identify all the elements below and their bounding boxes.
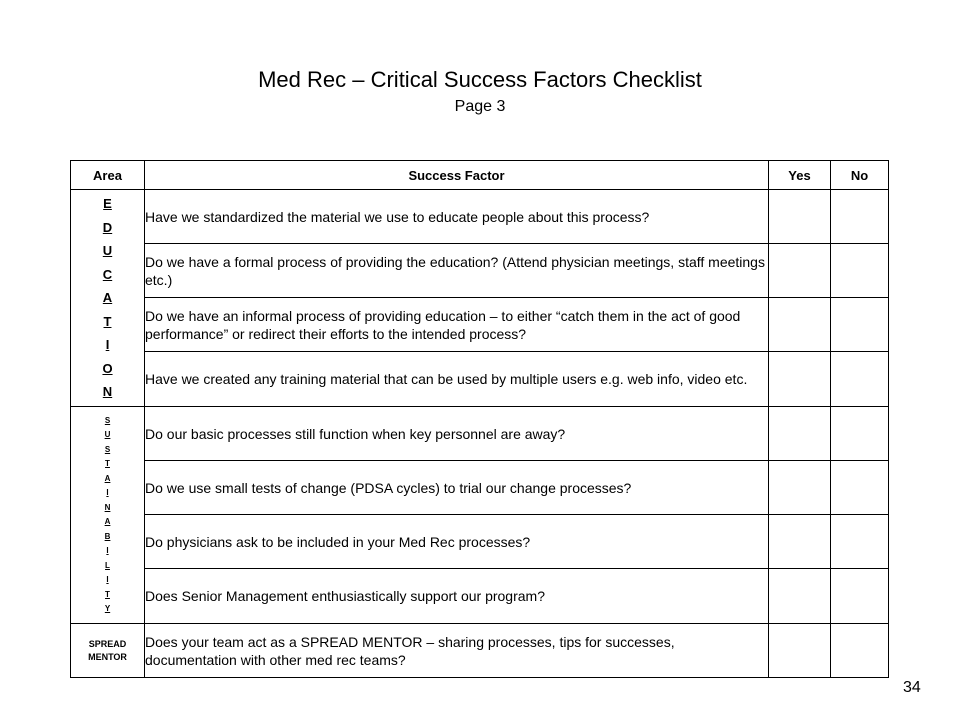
yes-checkbox-cell[interactable] xyxy=(769,624,831,678)
success-factor-text: Have we created any training material that can be used by multiple users e.g. web info, video etc. xyxy=(145,352,769,407)
area-letter: N xyxy=(102,384,113,400)
table-row xyxy=(71,569,889,624)
success-factor-text: Do our basic processes still function when key personnel are away? xyxy=(145,407,769,461)
table-row xyxy=(71,624,889,678)
table-row xyxy=(71,190,889,244)
yes-checkbox-cell[interactable] xyxy=(769,461,831,515)
area-letter: I xyxy=(105,337,110,353)
area-letter: I xyxy=(106,546,109,555)
no-checkbox-cell[interactable] xyxy=(831,190,889,244)
success-factor-text: Do physicians ask to be included in your Med Rec processes? xyxy=(145,515,769,569)
no-checkbox-cell[interactable] xyxy=(831,407,889,461)
success-factor-text: Does Senior Management enthusiastically support our program? xyxy=(145,569,769,624)
area-letter: A xyxy=(104,473,111,483)
success-factor-text: Do we use small tests of change (PDSA cycles) to trial our change processes? xyxy=(145,461,769,515)
yes-checkbox-cell[interactable] xyxy=(769,407,831,461)
table-row xyxy=(71,352,889,407)
yes-checkbox-cell[interactable] xyxy=(769,515,831,569)
table-row xyxy=(71,515,889,569)
area-letter: A xyxy=(102,290,113,306)
column-header-yes: Yes xyxy=(769,161,831,190)
area-spread-mentor xyxy=(71,624,145,678)
yes-checkbox-cell[interactable] xyxy=(769,190,831,244)
no-checkbox-cell[interactable] xyxy=(831,298,889,352)
area-letter: E xyxy=(103,196,112,212)
no-checkbox-cell[interactable] xyxy=(831,515,889,569)
table-row xyxy=(71,244,889,298)
area-letter: T xyxy=(103,313,112,329)
success-factor-text: Do we have an informal process of providing education – to either “catch them in the act of good performance” or redirect their efforts to the intended process? xyxy=(145,298,769,352)
no-checkbox-cell[interactable] xyxy=(831,244,889,298)
area-letter: S xyxy=(104,444,111,454)
table-header-row xyxy=(71,161,889,190)
column-header-no: No xyxy=(831,161,889,190)
no-checkbox-cell[interactable] xyxy=(831,352,889,407)
area-letter: B xyxy=(104,531,111,541)
table-row xyxy=(71,461,889,515)
area-label-line: MENTOR xyxy=(88,651,127,662)
area-letter: L xyxy=(105,560,110,570)
table-row xyxy=(71,298,889,352)
yes-checkbox-cell[interactable] xyxy=(769,298,831,352)
no-checkbox-cell[interactable] xyxy=(831,569,889,624)
area-letter: I xyxy=(106,488,109,497)
area-letter: O xyxy=(102,360,113,376)
column-header-success-factor: Success Factor xyxy=(145,161,769,190)
yes-checkbox-cell[interactable] xyxy=(769,569,831,624)
no-checkbox-cell[interactable] xyxy=(831,461,889,515)
area-letter: D xyxy=(102,219,113,235)
area-letter: T xyxy=(105,459,110,468)
area-letter: S xyxy=(104,415,111,425)
area-letter: I xyxy=(106,575,109,584)
success-factors-table xyxy=(70,160,889,678)
area-sustainability xyxy=(71,407,145,624)
area-letter: Y xyxy=(104,604,111,613)
column-header-area: Area xyxy=(71,161,145,190)
table-row xyxy=(71,407,889,461)
success-factor-text: Have we standardized the material we use to educate people about this process? xyxy=(145,190,769,244)
yes-checkbox-cell[interactable] xyxy=(769,352,831,407)
success-factor-text: Do we have a formal process of providing the education? (Attend physician meetings, staff meetings etc.) xyxy=(145,244,769,298)
page-title: Med Rec – Critical Success Factors Checklist xyxy=(258,67,702,92)
area-letter: N xyxy=(104,502,111,512)
area-label-line: SPREAD xyxy=(88,638,127,649)
no-checkbox-cell[interactable] xyxy=(831,624,889,678)
area-letter: U xyxy=(102,243,113,259)
yes-checkbox-cell[interactable] xyxy=(769,244,831,298)
success-factor-text: Does your team act as a SPREAD MENTOR – sharing processes, tips for successes, documentation with other med rec teams? xyxy=(145,624,769,678)
area-letter: U xyxy=(104,430,111,439)
area-education xyxy=(71,190,145,407)
area-letter: A xyxy=(104,517,111,526)
page-number: 34 xyxy=(903,679,921,696)
area-letter: C xyxy=(102,266,113,282)
area-letter: T xyxy=(105,589,110,599)
page-subtitle: Page 3 xyxy=(454,98,506,115)
